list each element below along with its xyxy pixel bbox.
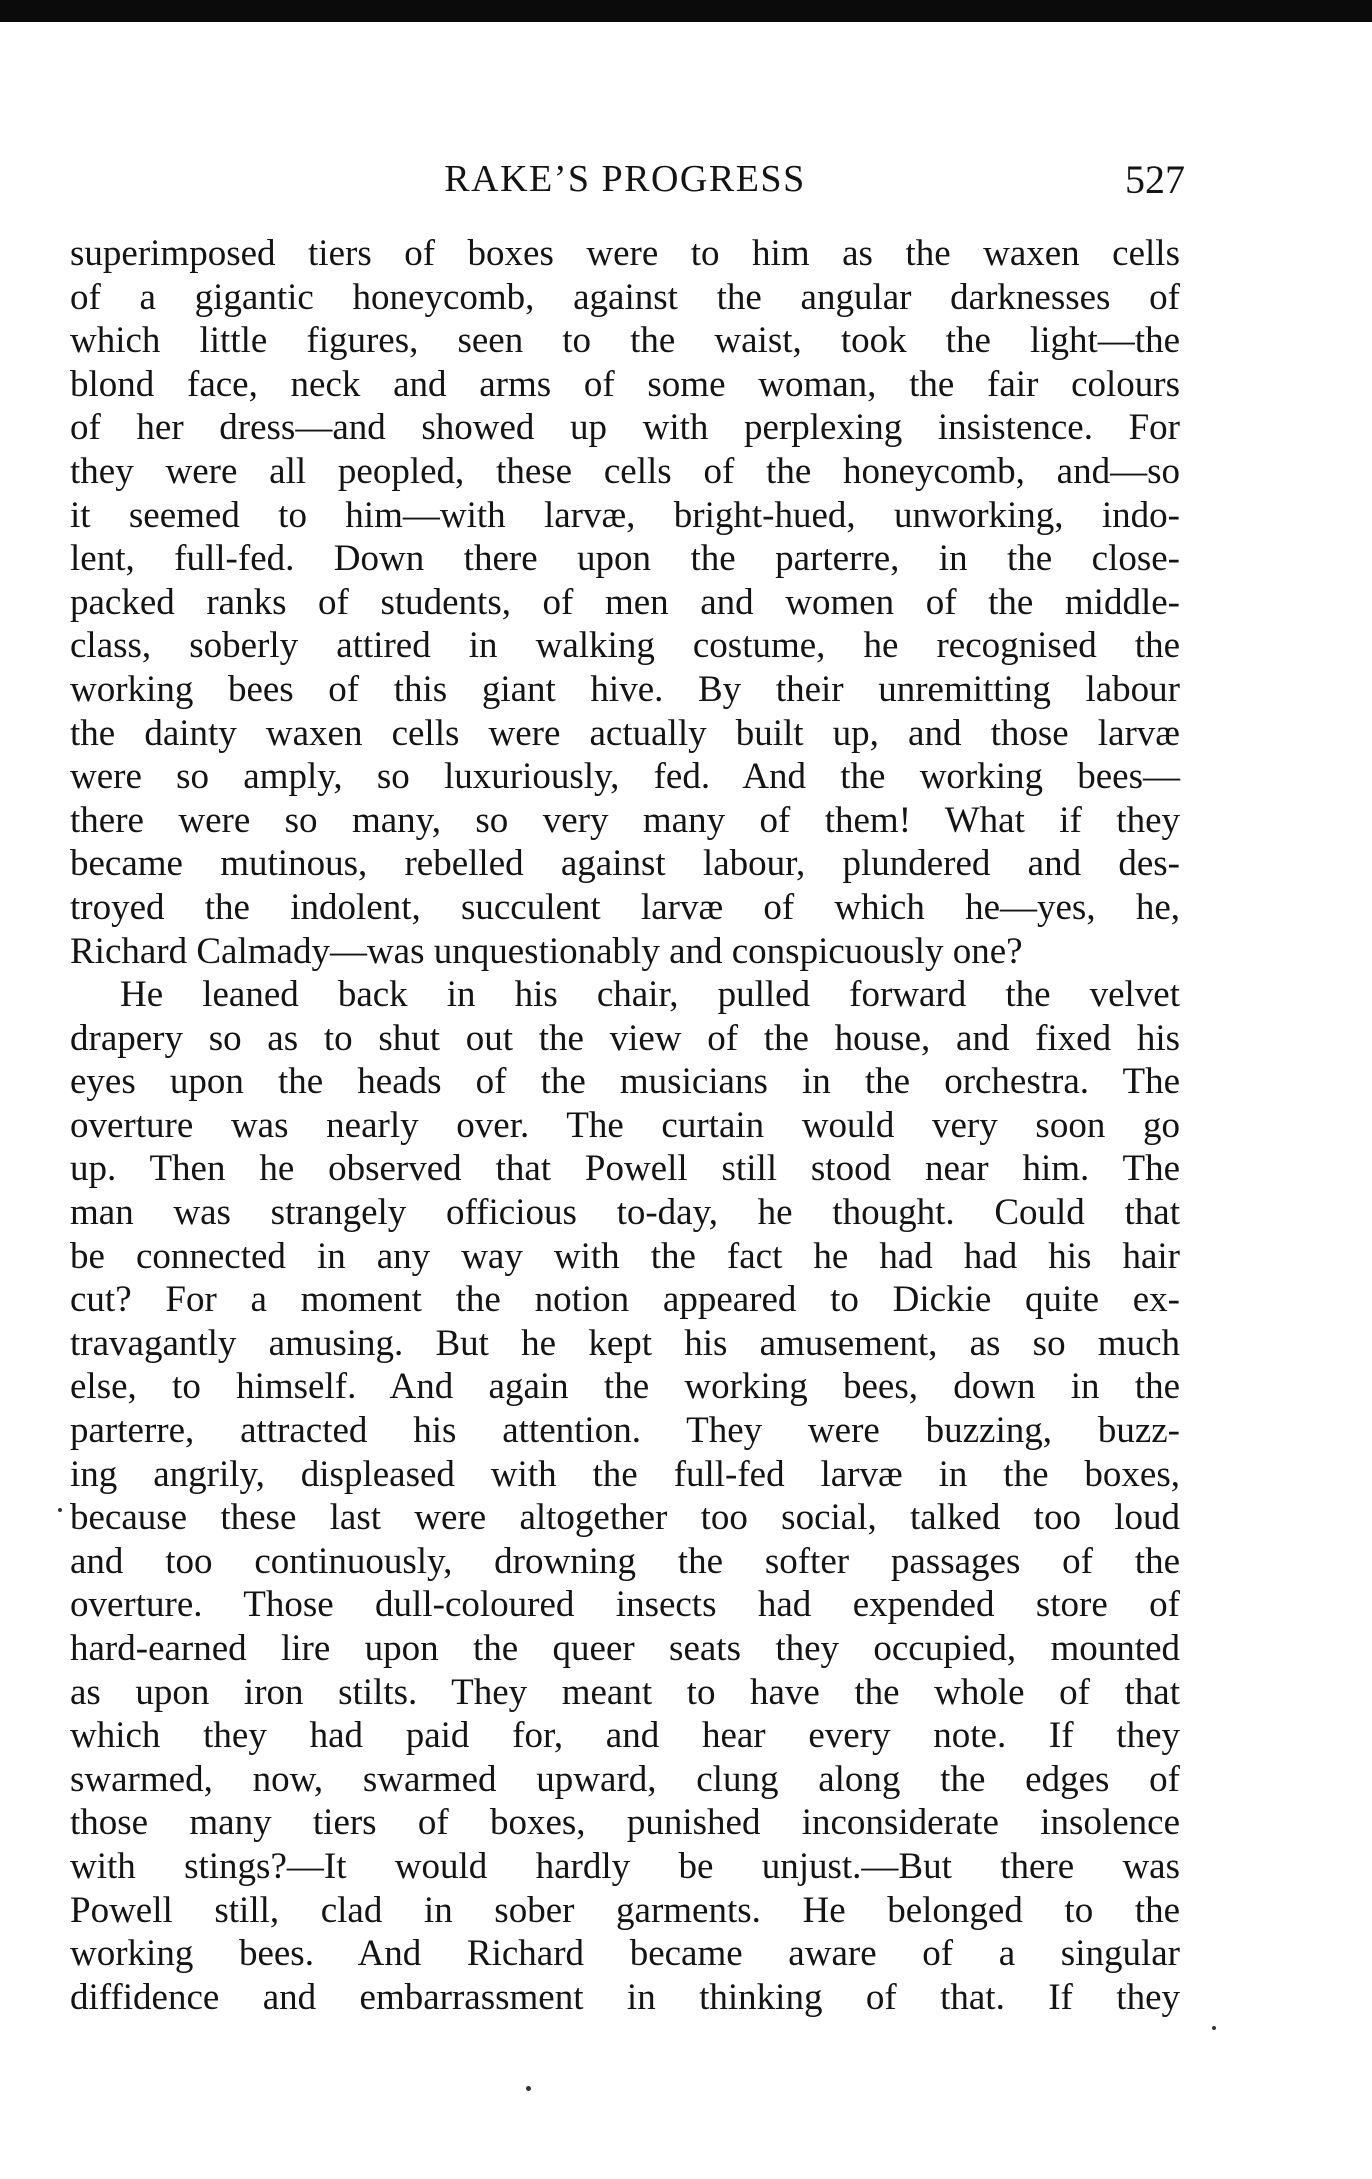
text-line: those many tiers of boxes, punished inconsiderate insolence [70,1802,1180,1844]
text-line: it seemed to him—with larvæ, bright-hued, unworking, indo- [70,494,1180,536]
text-line: working bees. And Richard became aware of a singular [70,1933,1180,1975]
book-page [70,157,1185,2019]
text-line: there were so many, so very many of them! What if they [70,799,1180,841]
text-line: class, soberly attired in walking costume, he recognised the [70,625,1180,667]
text-line: diffidence and embarrassment in thinking of that. If they [70,1976,1180,2018]
text-line: travagantly amusing. But he kept his amusement, as so much [70,1322,1180,1364]
text-line: blond face, neck and arms of some woman, the fair colours [70,363,1180,405]
text-line: of her dress—and showed up with perplexing insistence. For [70,407,1180,449]
text-line: He leaned back in his chair, pulled forward the velvet [120,974,1180,1016]
body-text [70,232,1180,2019]
text-line: swarmed, now, swarmed upward, clung along the edges of [70,1758,1180,1800]
text-line: overture. Those dull-coloured insects had expended store of [70,1584,1180,1626]
text-line: as upon iron stilts. They meant to have the whole of that [70,1671,1180,1713]
text-line: ing angrily, displeased with the full-fed larvæ in the boxes, [70,1453,1180,1495]
text-line: man was strangely officious to-day, he thought. Could that [70,1192,1180,1234]
text-line: and too continuously, drowning the softer passages of the [70,1540,1180,1582]
text-line: Richard Calmady—was unquestionably and conspicuously one? [70,930,1023,972]
text-line: they were all peopled, these cells of the honeycomb, and—so [70,450,1180,492]
text-line: superimposed tiers of boxes were to him as the waxen cells [70,233,1180,274]
running-head [70,157,1185,220]
text-line: up. Then he observed that Powell still stood near him. The [70,1148,1180,1190]
text-line: parterre, attracted his attention. They were buzzing, buzz- [70,1410,1180,1452]
text-line: else, to himself. And again the working bees, down in the [70,1366,1180,1408]
text-line: became mutinous, rebelled against labour, plundered and des- [70,843,1180,885]
text-line: cut? For a moment the notion appeared to Dickie quite ex- [70,1279,1180,1321]
text-line: with stings?—It would hardly be unjust.—But there was [70,1845,1180,1887]
running-title: RAKE’S PROGRESS [444,158,806,200]
text-line: drapery so as to shut out the view of the house, and fixed his [70,1017,1180,1059]
text-line: packed ranks of students, of men and women of the middle- [70,581,1180,623]
text-line: which little figures, seen to the waist, took the light—the [70,320,1180,362]
ink-speck [58,1508,62,1512]
text-line: overture was nearly over. The curtain would very soon go [70,1104,1180,1146]
ink-speck [526,2086,531,2091]
text-line: eyes upon the heads of the musicians in the orchestra. The [70,1061,1180,1103]
text-line: lent, full-fed. Down there upon the parterre, in the close- [70,538,1180,580]
text-line: because these last were altogether too social, talked too loud [70,1497,1180,1539]
text-line: were so amply, so luxuriously, fed. And the working bees— [70,756,1180,798]
text-line: Powell still, clad in sober garments. He belonged to the [70,1889,1180,1931]
text-line: the dainty waxen cells were actually built up, and those larvæ [70,712,1180,754]
text-line: which they had paid for, and hear every note. If they [70,1715,1180,1757]
text-line: hard-earned lire upon the queer seats they occupied, mounted [70,1628,1180,1669]
text-line: of a gigantic honeycomb, against the angular darknesses of [70,276,1180,318]
text-line: be connected in any way with the fact he had had his hair [70,1235,1180,1277]
top-scan-edge [0,0,1372,22]
text-line: working bees of this giant hive. By their unremitting labour [70,668,1180,710]
text-line: troyed the indolent, succulent larvæ of which he—yes, he, [70,886,1180,928]
page-number: 527 [1125,157,1185,202]
ink-speck [1212,2026,1216,2030]
